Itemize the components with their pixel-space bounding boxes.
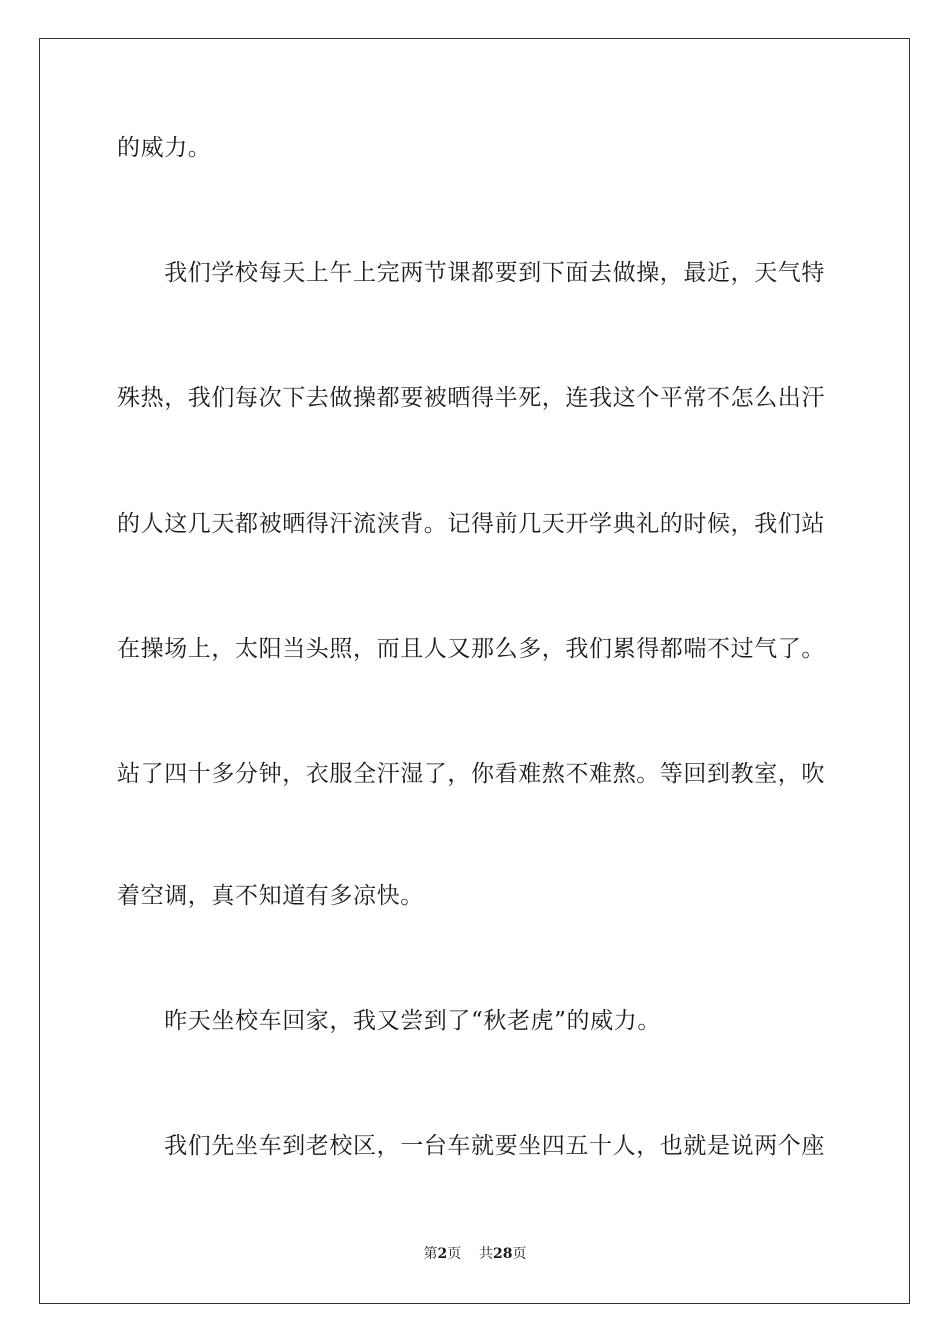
text-line-7: 着空调，真不知道有多凉快。	[117, 883, 424, 909]
text-line-3: 殊热，我们每次下去做操都要被晒得半死，连我这个平常不怎么出汗	[117, 385, 825, 411]
text-line-8: 昨天坐校车回家，我又尝到了“秋老虎”的威力。	[117, 1008, 661, 1034]
text-line-9: 我们先坐车到老校区，一台车就要坐四五十人，也就是说两个座	[117, 1133, 825, 1159]
text-line-5: 在操场上，太阳当头照，而且人又那么多，我们累得都喘不过气了。	[117, 636, 825, 662]
footer-total-pages: 28	[493, 1246, 513, 1262]
footer-page-number: 2	[437, 1246, 448, 1262]
text-line-2: 我们学校每天上午上完两节课都要到下面去做操，最近，天气特	[117, 260, 825, 286]
text-line-4: 的人这几天都被晒得汗流浃背。记得前几天开学典礼的时候，我们站	[117, 511, 825, 537]
page-footer	[0, 1244, 950, 1264]
page-border	[39, 38, 910, 1304]
footer-total-suffix: 页	[512, 1246, 527, 1262]
text-line-1: 的威力。	[117, 135, 212, 161]
footer-page-suffix: 页	[447, 1246, 462, 1262]
footer-prefix: 第	[423, 1246, 438, 1262]
footer-total-prefix: 共	[479, 1246, 494, 1262]
text-line-6: 站了四十多分钟，衣服全汗湿了，你看难熬不难熬。等回到教室，吹	[117, 761, 825, 787]
